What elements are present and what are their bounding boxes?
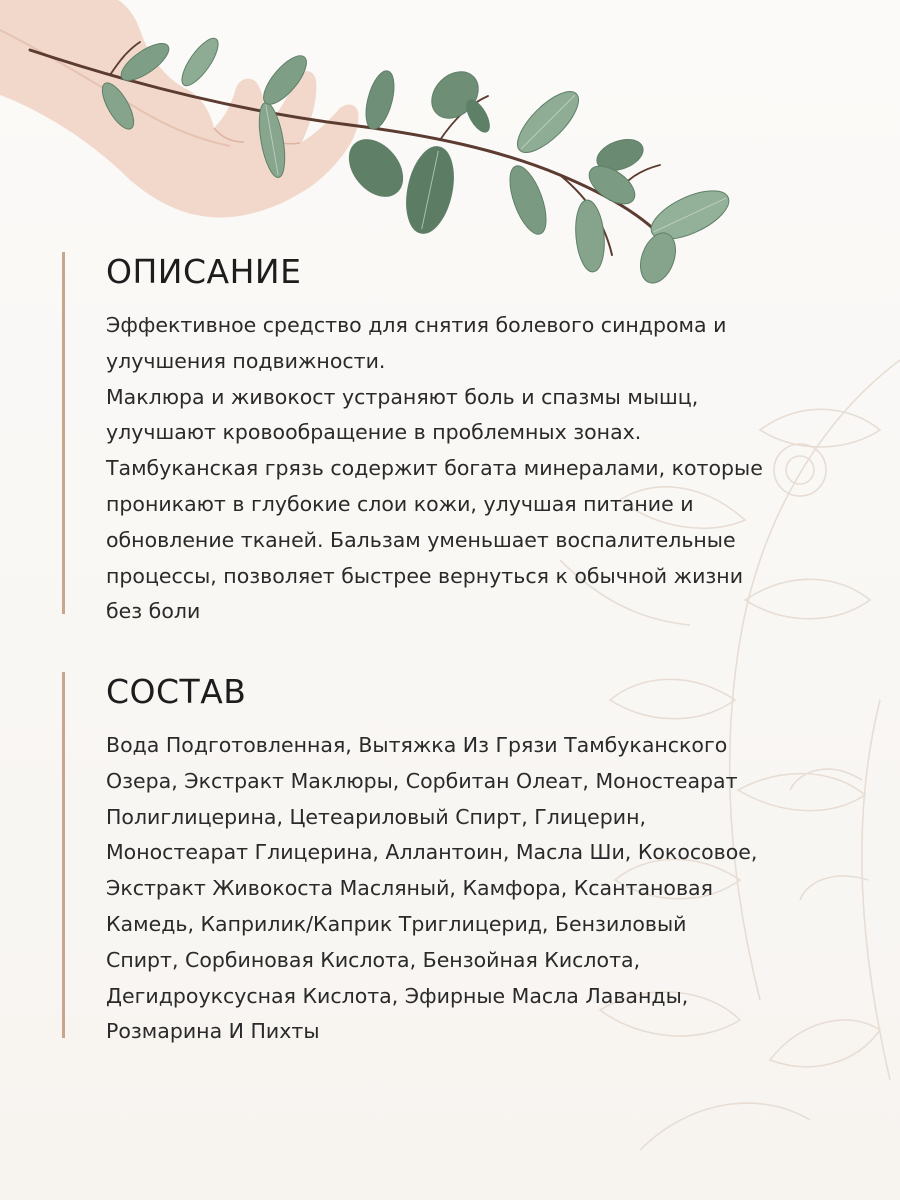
text-line: Полиглицерина, Цетеариловый Спирт, Глицерин, [106,804,646,829]
composition-text [106,728,866,1050]
text-line: Эффективное средство для снятия болевого синдрома и [106,313,727,337]
text-line: Озера, Экстракт Маклюры, Сорбитан Олеат, Моностеарат [106,768,738,793]
text-line: Вода Подготовленная, Вытяжка Из Грязи Тамбуканского [106,733,728,757]
hand-illustration [0,0,358,218]
text-line: Тамбуканская грязь содержит богата минералами, которые [106,456,763,481]
text-line: Маклюра и живокост устраняют боль и спазмы мышц, [106,384,699,409]
text-line: Спирт, Сорбиновая Кислота, Бензойная Кислота, [106,947,641,972]
text-line: Моностеарат Глицерина, Аллантоин, Масла Ши, Кокосовое, [106,840,758,865]
composition-heading: СОСТАВ [106,672,247,711]
description-heading: ОПИСАНИЕ [106,252,302,291]
text-line: проникают в глубокие слои кожи, улучшая питание и [106,491,694,516]
description-text [106,308,856,630]
text-line: Розмарина И Пихты [106,1019,320,1044]
text-line: Экстракт Живокоста Масляный, Камфора, Ксантановая [106,876,713,901]
composition-section [62,672,862,1044]
text-line: улучшения подвижности. [106,348,386,373]
text-line: улучшают кровообращение в проблемных зонах. [106,420,642,445]
section-accent-bar [62,672,65,1038]
section-accent-bar [62,252,65,614]
description-section [62,252,862,624]
text-line: Дегидроуксусная Кислота, Эфирные Масла Лаванды, [106,983,689,1008]
text-line: обновление тканей. Бальзам уменьшает воспалительные [106,527,736,552]
text-line: Камедь, Каприлик/Каприк Триглицерид, Бензиловый [106,911,687,936]
text-line: процессы, позволяет быстрее вернуться к обычной жизни [106,563,744,588]
text-line: без боли [106,599,201,624]
